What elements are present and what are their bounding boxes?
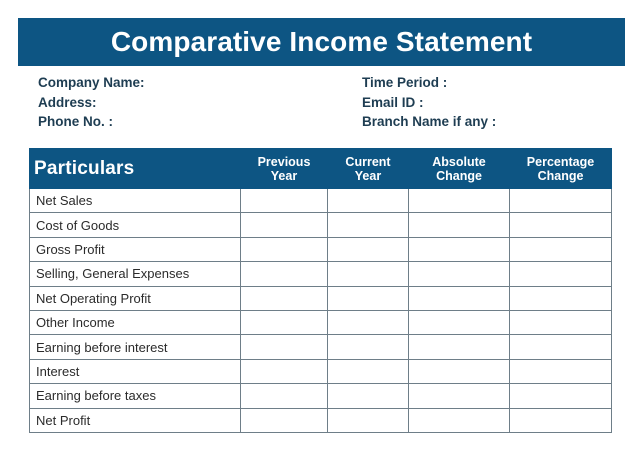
cell-previous-year[interactable] — [241, 189, 328, 213]
meta-field-branch-name: Branch Name if any : — [362, 114, 497, 129]
table-row — [30, 359, 612, 383]
column-header-current-year-label: Current Year — [345, 154, 391, 183]
cell-current-year[interactable] — [328, 213, 409, 237]
cell-percentage-change[interactable] — [510, 237, 612, 261]
meta-field-address: Address: — [38, 94, 97, 110]
cell-current-year[interactable] — [328, 189, 409, 213]
page-title: Comparative Income Statement — [110, 26, 533, 57]
column-header-particulars: Particulars — [30, 149, 241, 189]
cell-absolute-change[interactable] — [409, 359, 510, 383]
table-row — [30, 213, 612, 237]
table-row — [30, 286, 612, 310]
document-title-banner — [18, 18, 625, 66]
table-row — [30, 408, 612, 432]
row-label-cell: Other Income — [30, 310, 241, 334]
cell-absolute-change[interactable] — [409, 286, 510, 310]
cell-current-year[interactable] — [328, 310, 409, 334]
cell-percentage-change[interactable] — [510, 335, 612, 359]
row-label-cell: Net Profit — [30, 408, 241, 432]
table-row — [30, 262, 612, 286]
cell-previous-year[interactable] — [241, 359, 328, 383]
row-label-cell: Selling, General Expenses — [30, 262, 241, 286]
cell-current-year[interactable] — [328, 335, 409, 359]
income-statement-table-wrapper — [29, 148, 611, 433]
row-label-cell: Interest — [30, 359, 241, 383]
meta-field-email-id: Email ID : — [362, 94, 424, 110]
table-body — [30, 189, 612, 433]
column-header-percentage-change-label: Percentage Change — [526, 154, 595, 183]
cell-previous-year[interactable] — [241, 384, 328, 408]
meta-field-time-period: Time Period : — [362, 75, 448, 90]
income-statement-table — [29, 148, 612, 433]
cell-percentage-change[interactable] — [510, 359, 612, 383]
cell-previous-year[interactable] — [241, 213, 328, 237]
column-header-current-year — [328, 149, 409, 189]
row-label-cell: Net Sales — [30, 189, 241, 213]
cell-current-year[interactable] — [328, 286, 409, 310]
row-label-cell: Net Operating Profit — [30, 286, 241, 310]
cell-previous-year[interactable] — [241, 310, 328, 334]
column-header-previous-year — [241, 149, 328, 189]
cell-previous-year[interactable] — [241, 286, 328, 310]
cell-previous-year[interactable] — [241, 408, 328, 432]
cell-percentage-change[interactable] — [510, 262, 612, 286]
cell-previous-year[interactable] — [241, 262, 328, 286]
row-label-cell: Cost of Goods — [30, 213, 241, 237]
column-header-absolute-change — [409, 149, 510, 189]
table-header-row — [30, 149, 612, 189]
table-header — [30, 149, 612, 189]
cell-absolute-change[interactable] — [409, 237, 510, 261]
cell-absolute-change[interactable] — [409, 408, 510, 432]
meta-field-company-name: Company Name: — [38, 75, 145, 90]
cell-current-year[interactable] — [328, 384, 409, 408]
row-label-cell: Earning before taxes — [30, 384, 241, 408]
cell-previous-year[interactable] — [241, 237, 328, 261]
cell-percentage-change[interactable] — [510, 286, 612, 310]
cell-absolute-change[interactable] — [409, 384, 510, 408]
cell-percentage-change[interactable] — [510, 213, 612, 237]
table-row — [30, 237, 612, 261]
cell-absolute-change[interactable] — [409, 213, 510, 237]
document-meta-block — [0, 73, 640, 133]
cell-absolute-change[interactable] — [409, 310, 510, 334]
cell-absolute-change[interactable] — [409, 189, 510, 213]
cell-previous-year[interactable] — [241, 335, 328, 359]
cell-current-year[interactable] — [328, 237, 409, 261]
row-label-cell: Earning before interest — [30, 335, 241, 359]
cell-current-year[interactable] — [328, 408, 409, 432]
cell-percentage-change[interactable] — [510, 408, 612, 432]
cell-absolute-change[interactable] — [409, 335, 510, 359]
column-header-percentage-change — [510, 149, 612, 189]
table-row — [30, 310, 612, 334]
meta-field-phone-no: Phone No. : — [38, 114, 113, 129]
meta-column-left — [38, 73, 145, 132]
cell-absolute-change[interactable] — [409, 262, 510, 286]
row-label-cell: Gross Profit — [30, 237, 241, 261]
cell-percentage-change[interactable] — [510, 384, 612, 408]
cell-current-year[interactable] — [328, 359, 409, 383]
table-row — [30, 189, 612, 213]
cell-percentage-change[interactable] — [510, 189, 612, 213]
table-row — [30, 335, 612, 359]
meta-column-right — [362, 73, 496, 132]
table-row — [30, 384, 612, 408]
cell-percentage-change[interactable] — [510, 310, 612, 334]
cell-current-year[interactable] — [328, 262, 409, 286]
column-header-absolute-change-label: Absolute Change — [432, 154, 486, 183]
column-header-previous-year-label: Previous Year — [257, 154, 311, 183]
